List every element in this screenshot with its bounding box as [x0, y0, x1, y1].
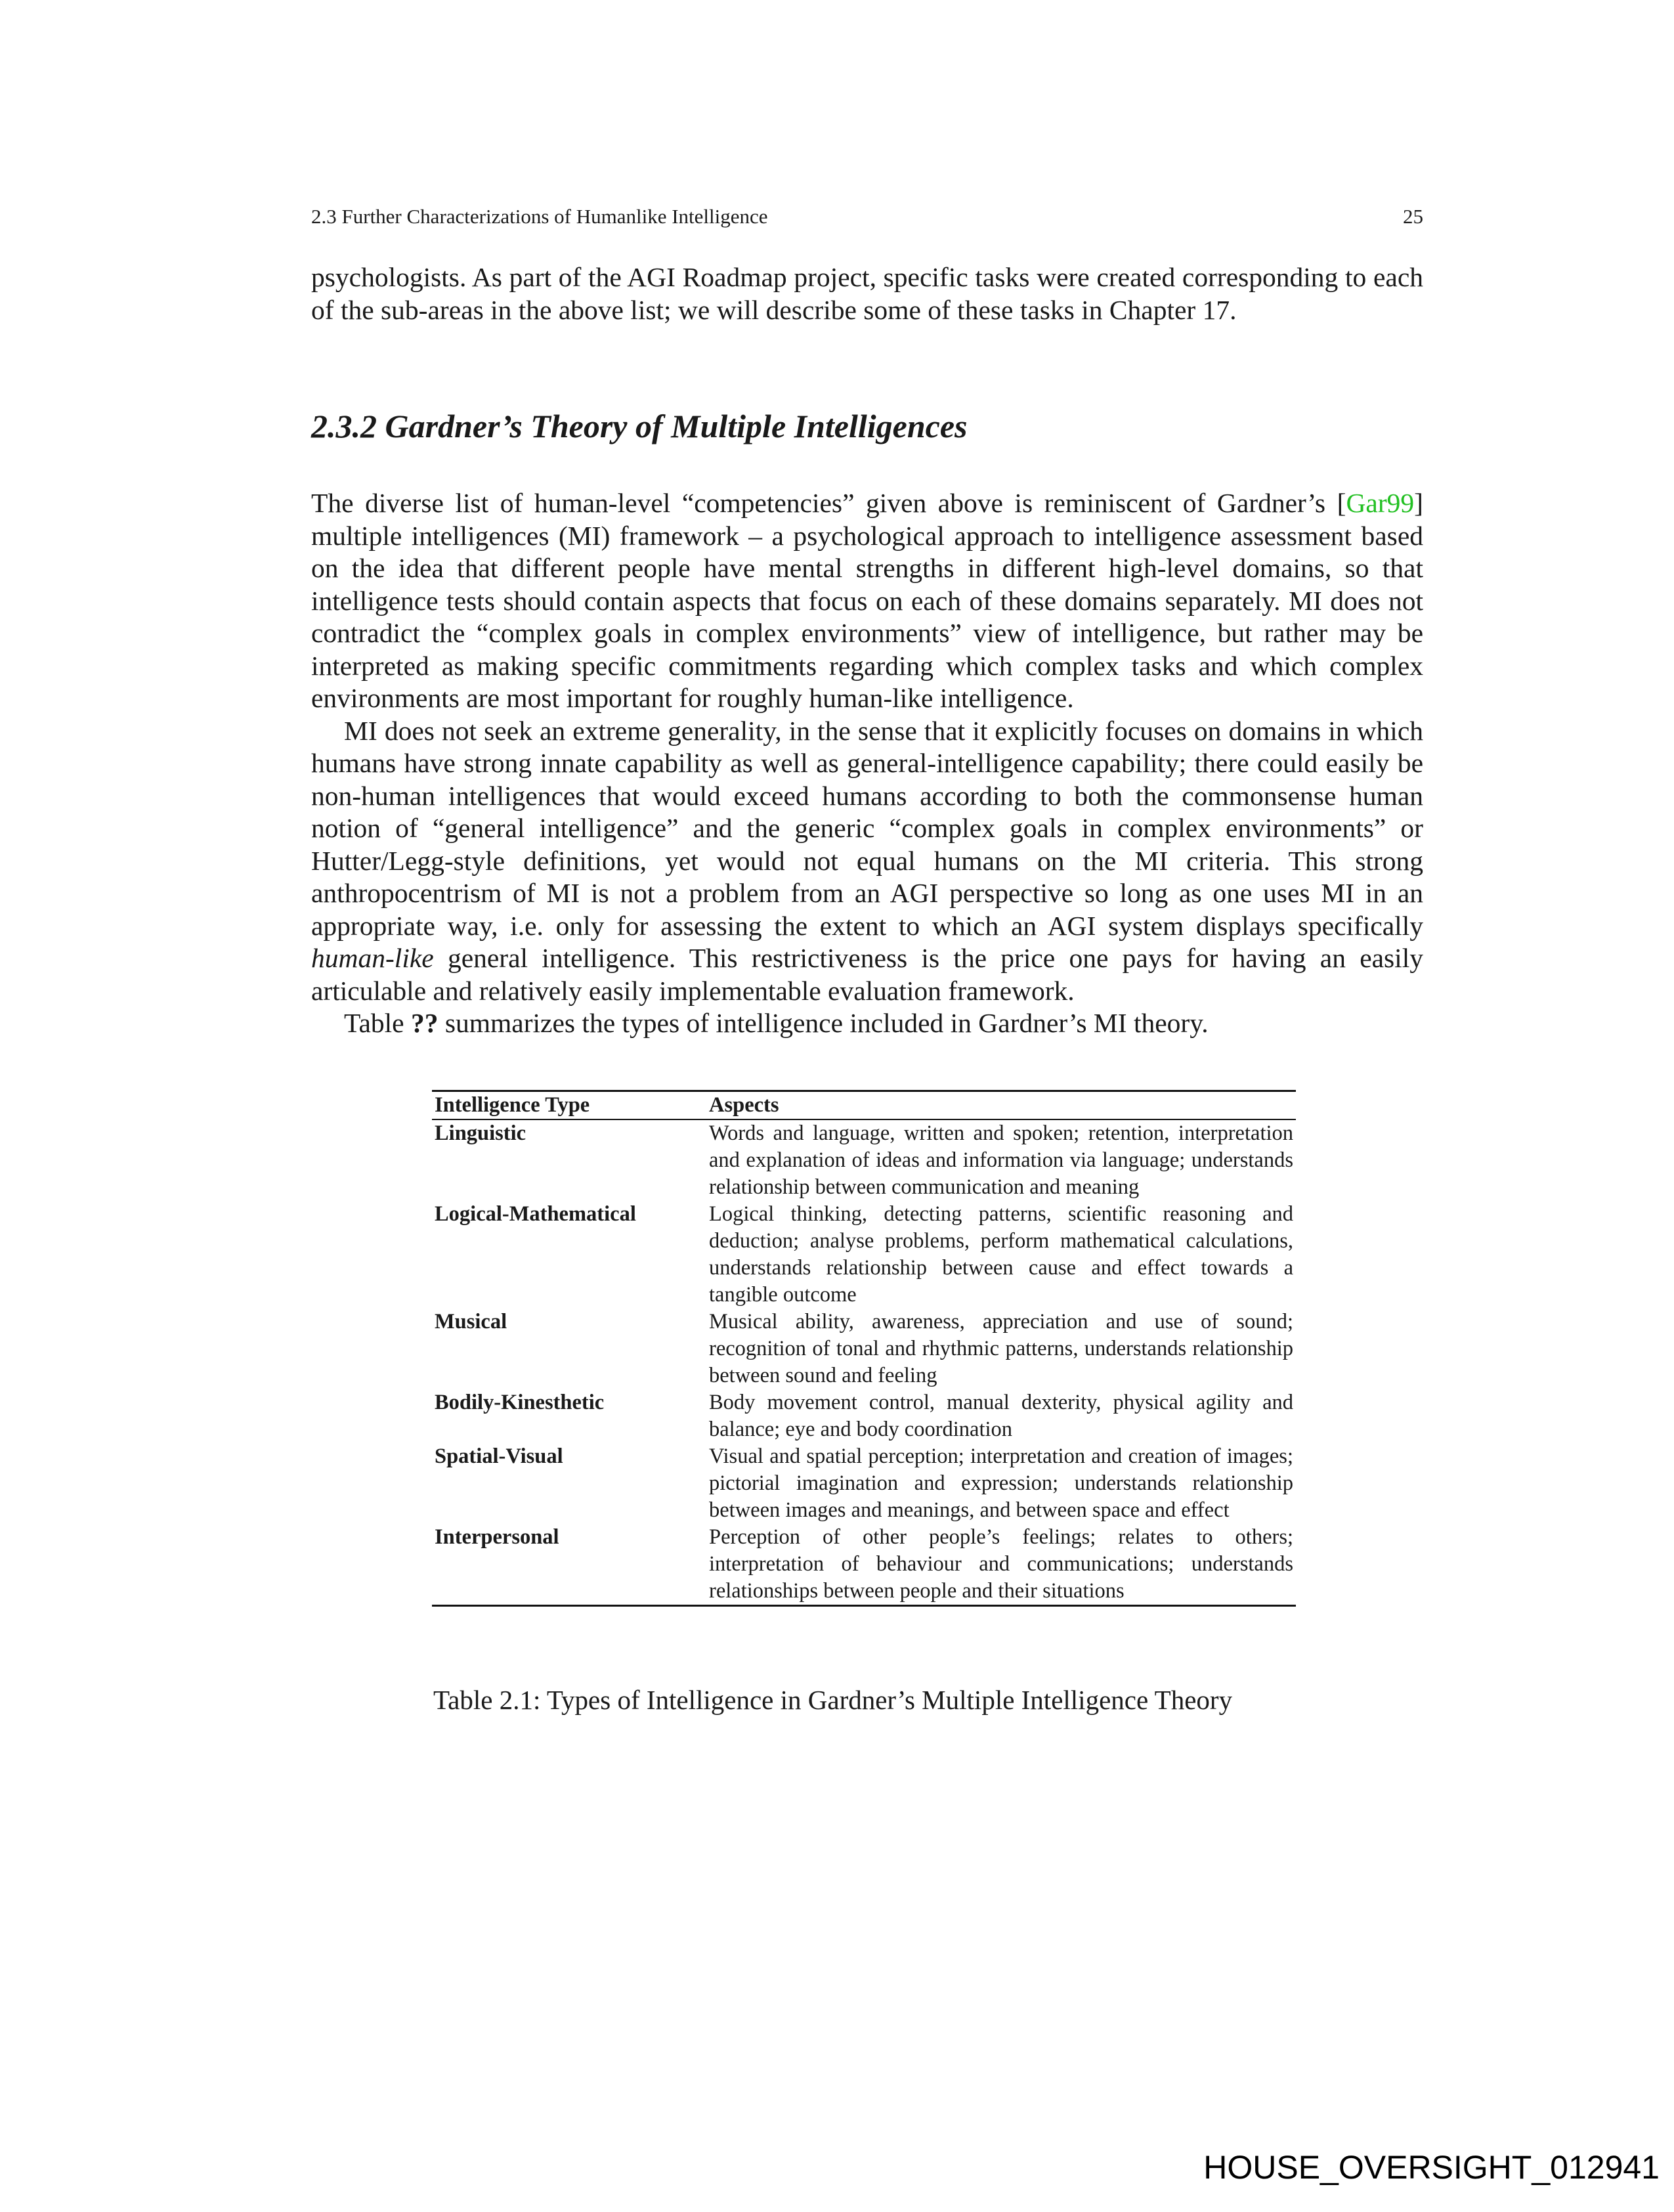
table-row — [432, 1119, 1296, 1201]
aspects: Words and language, written and spoken; retention, interpretation and explanation of ideas and information via language; understands relationship between communication and meaning — [709, 1121, 1293, 1199]
aspects: Perception of other people’s feelings; relates to others; interpretation of behaviour and communications; understands relationships between people and their situations — [709, 1525, 1293, 1603]
intelligence-type: Spatial-Visual — [435, 1444, 563, 1468]
table-row — [432, 1389, 1296, 1443]
main-text — [311, 487, 1423, 1040]
text: general intelligence. This restrictiveness is the price one pays for having an easily articulable and relatively easily implementable evaluation framework. — [311, 943, 1423, 1006]
table-caption: Table 2.1: Types of Intelligence in Gardner’s Multiple Intelligence Theory — [433, 1685, 1233, 1715]
intro-paragraph: psychologists. As part of the AGI Roadmap project, specific tasks were created corresponding to each of the sub-areas in the above list; we will describe some of these tasks in Chapter 17. — [311, 262, 1423, 325]
aspects: Visual and spatial perception; interpretation and creation of images; pictorial imagination and expression; understands relationship between images and meanings, and between space and effect — [709, 1444, 1293, 1522]
paragraph-2 — [311, 715, 1423, 1008]
column-header-type: Intelligence Type — [435, 1093, 590, 1117]
header-section: 2.3 Further Characterizations of Humanlike Intelligence — [311, 205, 768, 228]
paragraph-1 — [311, 487, 1423, 715]
text: The diverse list of human-level “competencies” given above is reminiscent of Gardner’s [ — [311, 488, 1346, 518]
intelligence-types-table — [432, 1090, 1296, 1607]
intelligence-type: Bodily-Kinesthetic — [435, 1391, 605, 1414]
intro-paragraph-block — [311, 261, 1423, 326]
page-number: 25 — [1403, 205, 1423, 228]
table-row — [432, 1443, 1296, 1524]
intelligence-type: Musical — [435, 1310, 507, 1334]
aspects: Body movement control, manual dexterity, physical agility and balance; eye and body coordination — [709, 1391, 1293, 1441]
section-title: 2.3.2 Gardner’s Theory of Multiple Intelligences — [311, 408, 968, 445]
text: summarizes the types of intelligence included in Gardner’s MI theory. — [438, 1008, 1209, 1038]
paragraph-3 — [311, 1007, 1423, 1040]
aspects: Musical ability, awareness, appreciation and use of sound; recognition of tonal and rhythmic patterns, understands relationship between sound and feeling — [709, 1310, 1293, 1387]
aspects: Logical thinking, detecting patterns, scientific reasoning and deduction; analyse problems, perform mathematical calculations, understands relationship between cause and effect towards a tangible outcome — [709, 1202, 1293, 1307]
intelligence-type: Logical-Mathematical — [435, 1202, 636, 1226]
table-reference[interactable]: ?? — [410, 1008, 439, 1038]
bates-number: HOUSE_OVERSIGHT_012941 — [1203, 2149, 1660, 2186]
table-header-row — [432, 1091, 1296, 1120]
text: ] multiple intelligences (MI) framework – a psychological approach to intelligence assessment based on the idea that different people have mental strengths in different high-level domains, so that intelligence tests should contain aspects that focus on each of these domains separately. MI does not contradict the “complex goals in complex environments” view of intelligence, but rather may be interpreted as making specific commitments regarding which complex tasks and which complex environments are most important for roughly human-like intelligence. — [311, 488, 1423, 713]
table-row — [432, 1201, 1296, 1309]
table-row — [432, 1524, 1296, 1606]
text: MI does not seek an extreme generality, in the sense that it explicitly focuses on domains in which humans have strong innate capability as well as general-intelligence capability; there could easily be non-human intelligences that would exceed humans according to both the commonsense human notion of “general intelligence” and the generic “complex goals in complex environments” or Hutter/Legg-style definitions, yet would not equal humans on the MI criteria. This strong anthropocentrism of MI is not a problem from an AGI perspective so long as one uses MI in an appropriate way, i.e. only for assessing the extent to which an AGI system displays specifically — [311, 715, 1423, 941]
intelligence-type: Interpersonal — [435, 1525, 559, 1549]
intelligence-type: Linguistic — [435, 1121, 526, 1145]
text: Table — [344, 1008, 411, 1038]
table-row — [432, 1309, 1296, 1389]
citation-link[interactable]: Gar99 — [1346, 488, 1415, 518]
running-header — [311, 205, 1423, 228]
emphasis: human-like — [311, 943, 434, 973]
column-header-aspects: Aspects — [709, 1093, 779, 1117]
